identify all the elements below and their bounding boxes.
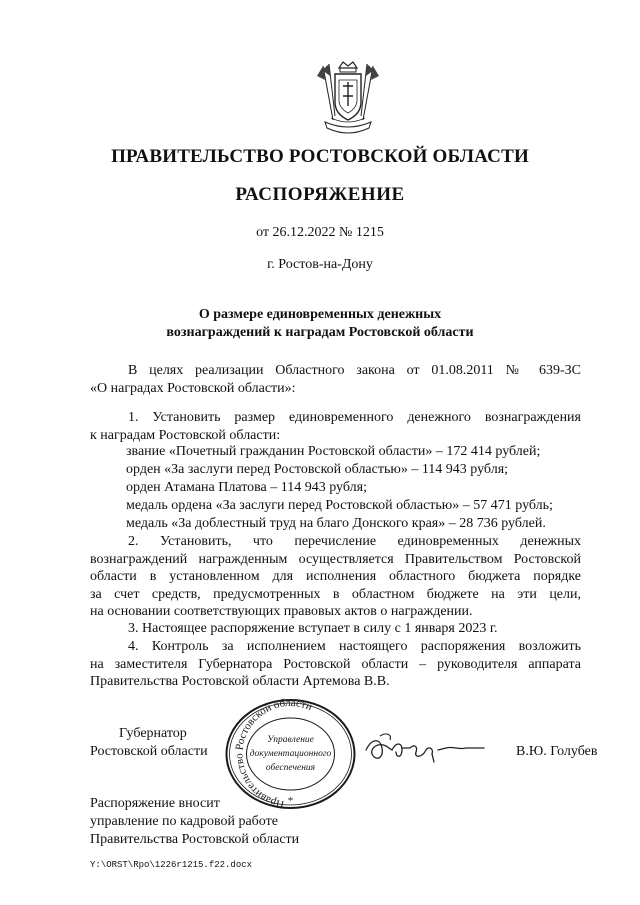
award-item: медаль ордена «За заслуги перед Ростовской областью» – 57 471 рубль; [126,498,553,513]
point-4 [90,638,581,691]
submitted-by-line-3: Правительства Ростовской области [90,832,300,847]
subject-line-2: вознаграждений к наградам Ростовской области [166,325,474,340]
date-number: от 26.12.2022 № 1215 [256,225,384,240]
subject-line-1: О размере единовременных денежных [198,307,442,322]
city: г. Ростов-на-Дону [267,257,373,272]
preamble-line-2: «О наградах Ростовской области»: [90,380,296,396]
submitted-by-line-2: управление по кадровой работе [90,814,278,829]
preamble [90,362,581,397]
stamp-center-line-1: Управление [267,735,314,745]
signatory-position-line-2: Ростовской области [90,744,208,759]
point-1-line-2: к наградам Ростовской области: [90,427,281,443]
point-4-line-1: 4. Контроль за исполнением настоящего распоряжения возложить [128,639,581,654]
stamp-star: * [287,795,294,807]
award-item: орден «За заслуги перед Ростовской областью» – 114 943 рубля; [126,462,509,477]
signatory-name: В.Ю. Голубев [516,744,598,759]
point-3-text: 3. Настоящее распоряжение вступает в силу с 1 января 2023 г. [128,621,498,636]
stamp-center-line-2: документационного [249,749,332,759]
point-3 [90,620,581,638]
point-2-line-5: на основании соответствующих правовых актов о награждении. [90,604,473,620]
point-2-line-3: области в установленном для исполнения областного бюджета порядке [90,569,581,585]
official-stamp [223,698,358,818]
handwritten-signature [362,728,492,768]
point-2-line-2: вознаграждений награжденным осуществляется Правительством Ростовской [90,551,581,567]
file-path: Y:\ORST\Rpo\1226r1215.f22.docx [90,860,253,870]
point-2-line-1: 2. Установить, что перечисление единовременных денежных [128,534,581,549]
preamble-line-1: В целях реализации Областного закона от 01.08.2011 № 639-ЗС [128,363,581,378]
stamp-center-line-3: обеспечения [265,763,316,773]
award-item: орден Атамана Платова – 114 943 рубля; [126,480,367,495]
point-1-line-1: 1. Установить размер единовременного денежного вознаграждения [128,410,581,425]
submitted-by-line-1: Распоряжение вносит [90,796,220,811]
government-title: ПРАВИТЕЛЬСТВО РОСТОВСКОЙ ОБЛАСТИ [111,146,529,167]
signatory-position-line-1: Губернатор [119,726,187,741]
stamp-ring-text: Правительство Ростовской области [233,698,314,811]
coat-of-arms-emblem [313,58,383,138]
point-4-line-2: на заместителя Губернатора Ростовской области – руководителя аппарата [90,656,581,672]
award-item: медаль «За доблестный труд на благо Донского края» – 28 736 рублей. [126,516,546,531]
point-2 [90,533,581,621]
point-1 [90,409,581,444]
document-type-title: РАСПОРЯЖЕНИЕ [235,184,405,205]
award-item: звание «Почетный гражданин Ростовской области» – 172 414 рублей; [126,444,541,459]
point-2-line-4: за счет средств, предусмотренных в областном бюджете на эти цели, [90,586,581,602]
point-4-line-3: Правительства Ростовской области Артемова В.В. [90,674,390,690]
